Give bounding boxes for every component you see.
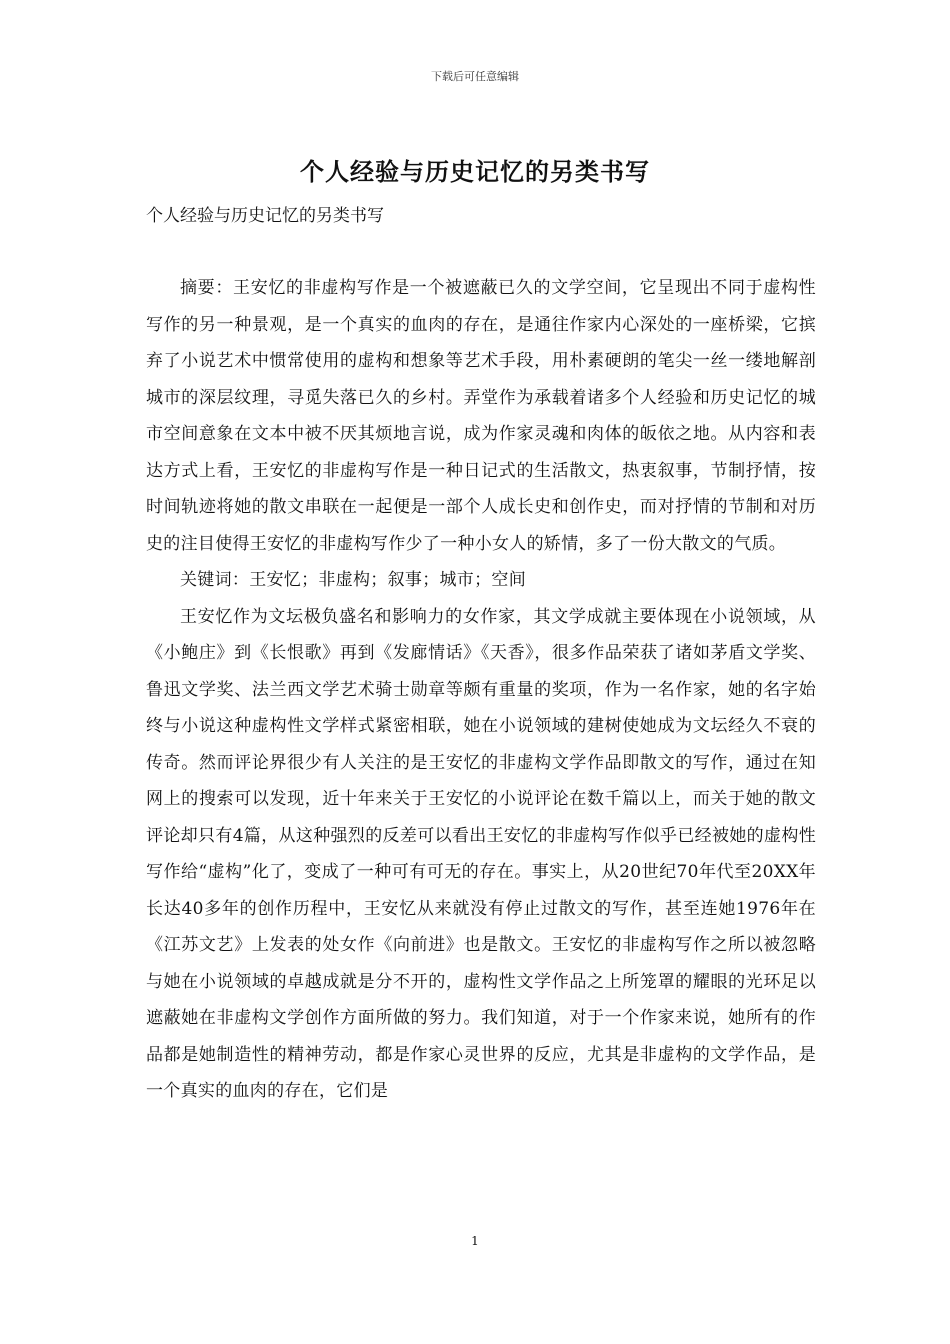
page-number: 1: [471, 1234, 479, 1248]
abstract-paragraph: 摘要：王安忆的非虚构写作是一个被遮蔽已久的文学空间，它呈现出不同于虚构性写作的另一种景观，是一个真实的血肉的存在，是通往作家内心深处的一座桥梁，它摈弃了小说艺术中惯常使用的虚构和想象等艺术手段，用朴素硬朗的笔尖一丝一缕地解剖城市的深层纹理，寻觅失落已久的乡村。弄堂作为承载着诸多个人经验和历史记忆的城市空间意象在文本中被不厌其烦地言说，成为作家灵魂和肉体的皈依之地。从内容和表达方式上看，王安忆的非虚构写作是一种日记式的生活散文，热衷叙事，节制抒情，按时间轨迹将她的散文串联在一起便是一部个人成长史和创作史，而对抒情的节制和对历史的注目使得王安忆的非虚构写作少了一种小女人的矫情，多了一份大散文的气质。: [146, 278, 816, 554]
document-body: [146, 270, 816, 1110]
header-note: 下载后可任意编辑: [431, 70, 519, 83]
keywords-paragraph: 关键词：王安忆；非虚构；叙事；城市；空间: [180, 570, 526, 590]
document-title: 个人经验与历史记忆的另类书写: [300, 157, 650, 186]
document-subtitle: 个人经验与历史记忆的另类书写: [146, 206, 384, 226]
body-paragraph: 王安忆作为文坛极负盛名和影响力的女作家，其文学成就主要体现在小说领域，从《小鲍庄》到《长恨歌》再到《发廊情话》《天香》，很多作品荣获了诸如茅盾文学奖、鲁迅文学奖、法兰西文学艺术骑士勋章等颇有重量的奖项，作为一名作家，她的名字始终与小说这种虚构性文学样式紧密相联，她在小说领域的建树使她成为文坛经久不衰的传奇。然而评论界很少有人关注的是王安忆的非虚构文学作品即散文的写作，通过在知网上的搜索可以发现，近十年来关于王安忆的小说评论在数千篇以上，而关于她的散文评论却只有4篇，从这种强烈的反差可以看出王安忆的非虚构写作似乎已经被她的虚构性写作给“虚构”化了，变成了一种可有可无的存在。事实上，从20世纪70年代至20XX年长达40多年的创作历程中，王安忆从来就没有停止过散文的写作，甚至连她1976年在《江苏文艺》上发表的处女作《向前进》也是散文。王安忆的非虚构写作之所以被忽略与她在小说领域的卓越成就是分不开的，虚构性文学作品之上所笼罩的耀眼的光环足以遮蔽她在非虚构文学创作方面所做的努力。我们知道，对于一个作家来说，她所有的作品都是她制造性的精神劳动，都是作家心灵世界的反应，尤其是非虚构的文学作品，是一个真实的血肉的存在，它们是: [146, 606, 816, 1101]
